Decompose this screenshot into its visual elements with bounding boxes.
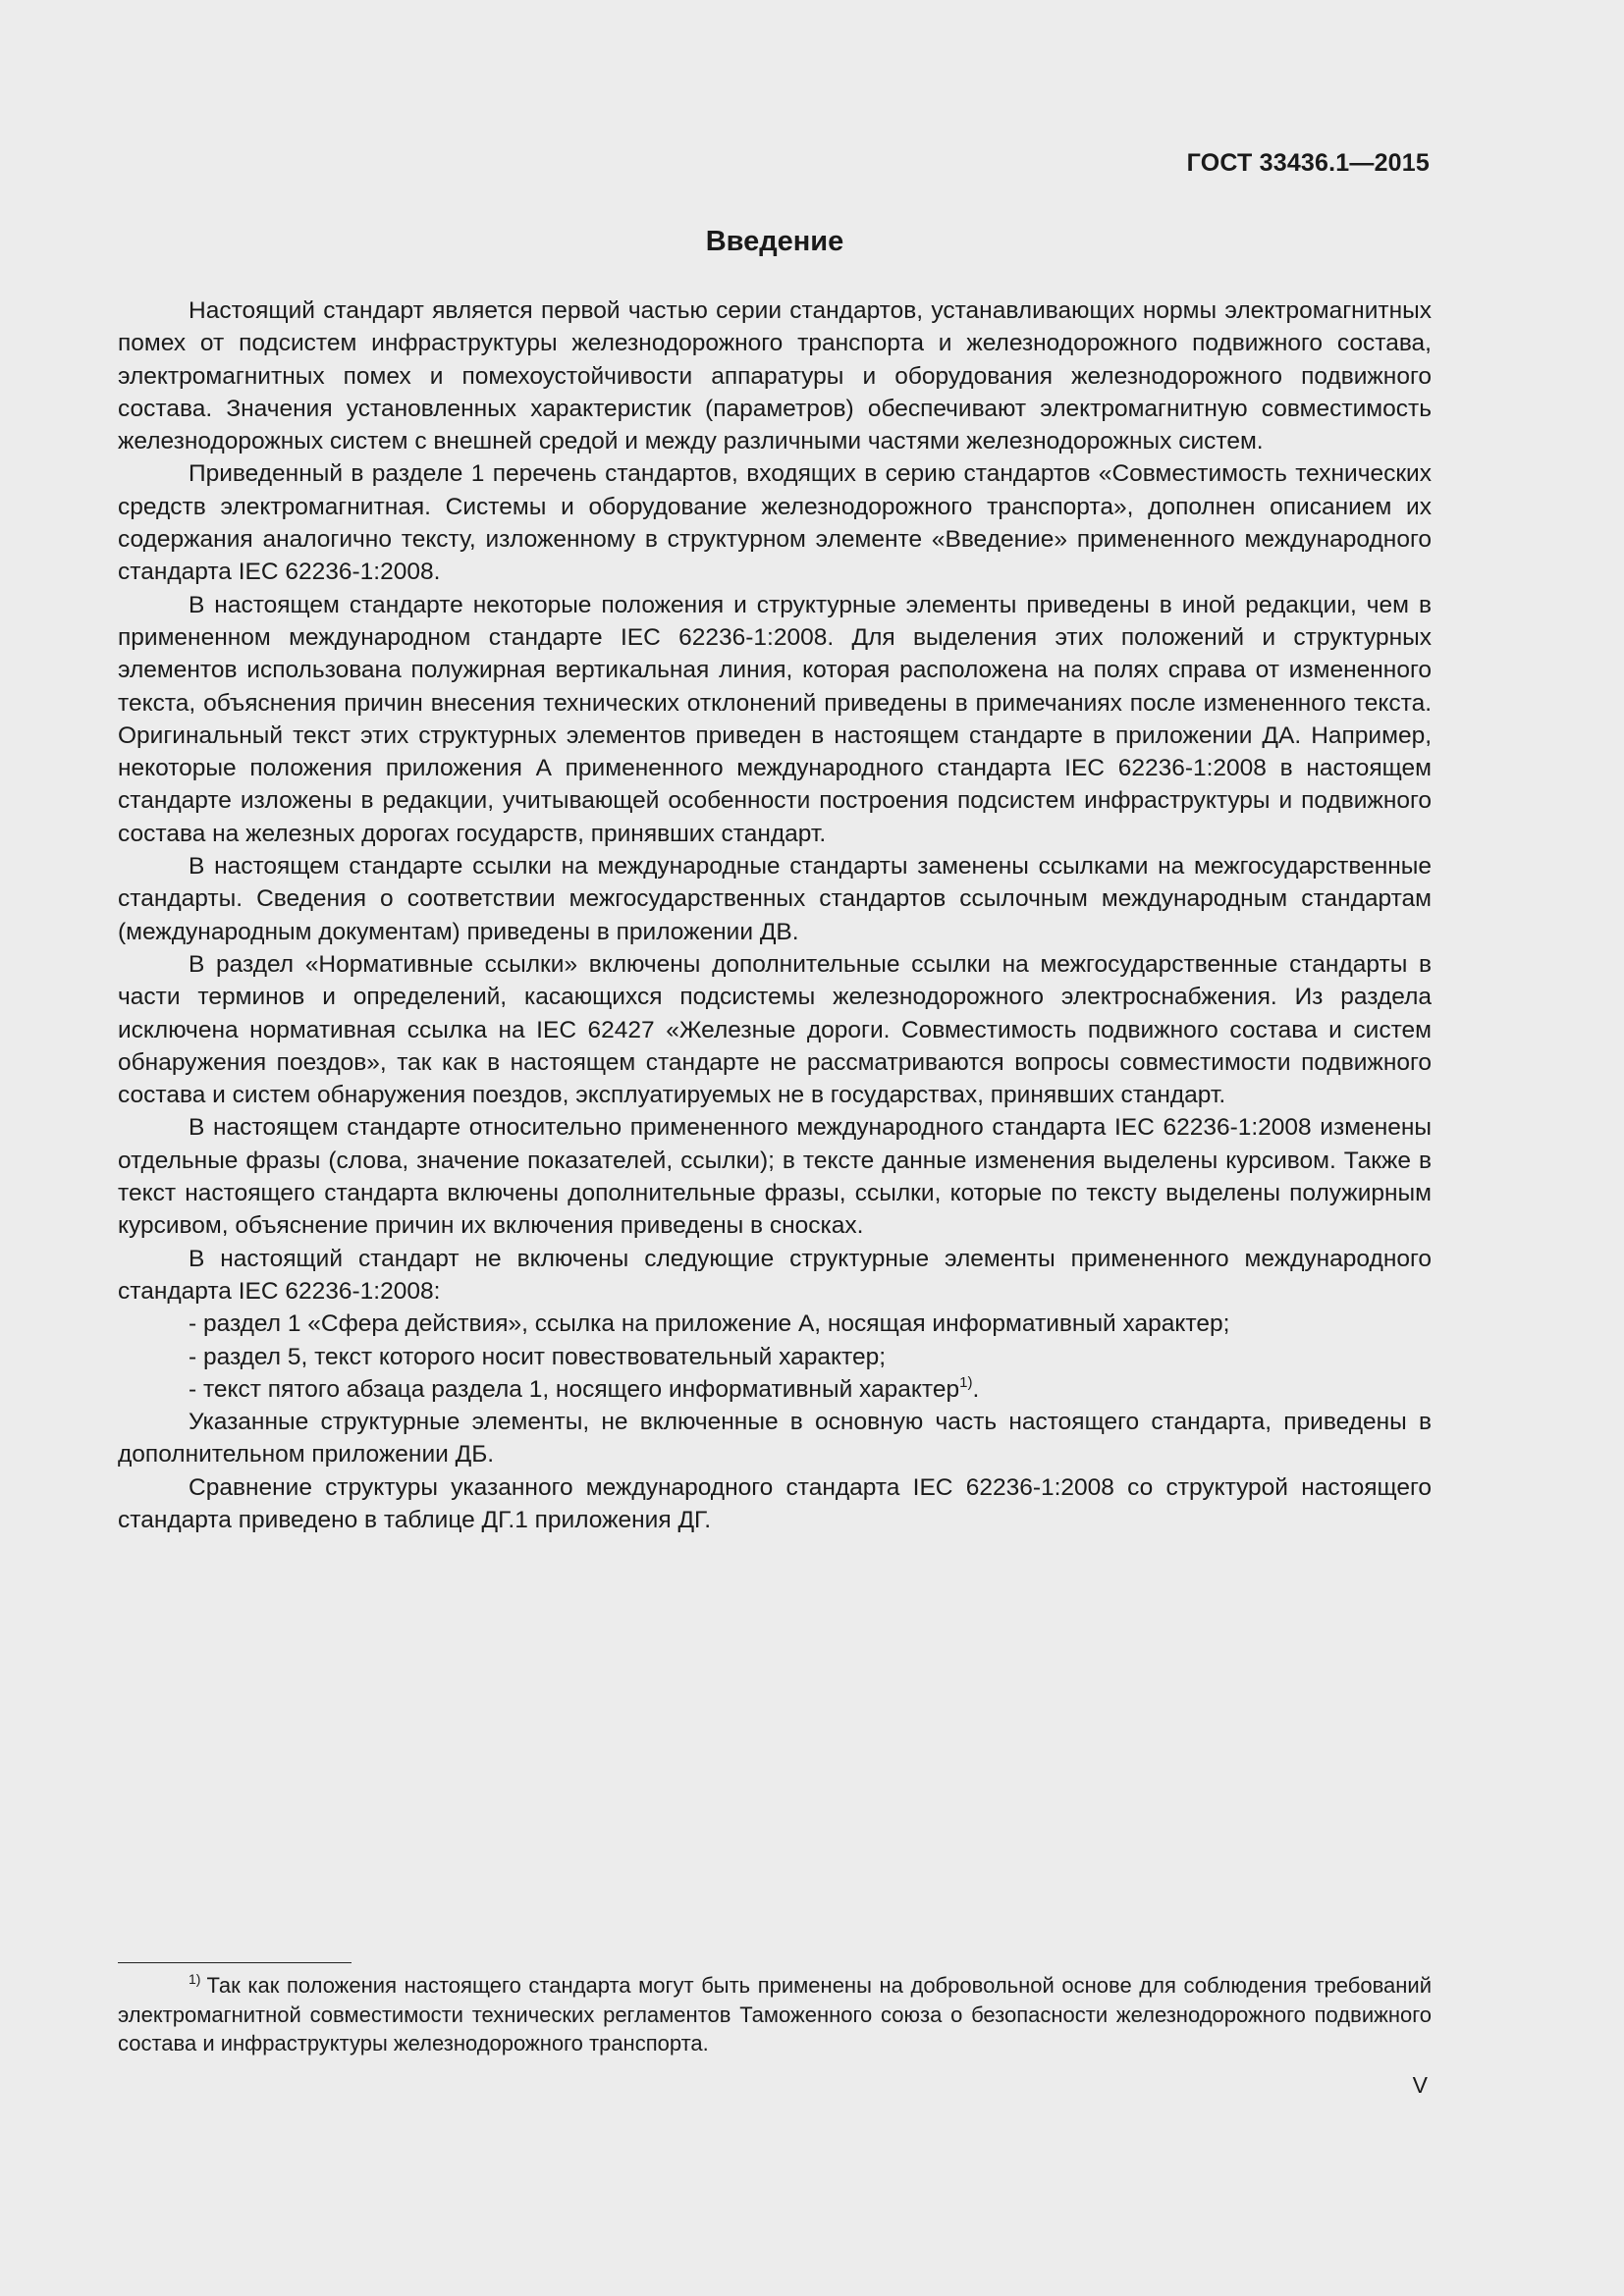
footnote-text: Так как положения настоящего стандарта могут быть применены на добровольной основе для соблюдения требований электромагнитной совместимости технических регламентов Таможенного союза о безопасности железнодорожного подвижного состава и инфраструктуры железнодорожного транспорта.: [118, 1973, 1432, 2056]
list-item-3-suffix: .: [972, 1375, 980, 1403]
paragraph-9: Сравнение структуры указанного международного стандарта IEC 62236-1:2008 со структурой настоящего стандарта приведено в таблице ДГ.1 приложения ДГ.: [118, 1473, 1432, 1533]
paragraph-3: В настоящем стандарте некоторые положения и структурные элементы приведены в иной редакции, чем в примененном международном стандарте IEC 62236-1:2008. Для выделения этих положений и структурных элементов использована полужирная вертикальная линия, которая расположена на полях справа от измененного текста, объяснения причин внесения технических отклонений приведены в примечаниях после измененного текста. Оригинальный текст этих структурных элементов приведен в настоящем стандарте в приложении ДА. Например, некоторые положения приложения А примененного международного стандарта IEC 62236-1:2008 в настоящем стандарте изложены в редакции, учитывающей особенности построения подсистем инфраструктуры и подвижного состава на железных дорогах государств, принявших стандарт.: [118, 591, 1432, 847]
paragraph-4: В настоящем стандарте ссылки на международные стандарты заменены ссылками на межгосударственные стандарты. Сведения о соответствии межгосударственных стандартов ссылочным международным стандартам (международным документам) приведены в приложении ДВ.: [118, 853, 1432, 945]
page-number: V: [1412, 2072, 1428, 2098]
footnote-marker: 1): [189, 1971, 201, 1987]
list-item-1: - раздел 1 «Сфера действия», ссылка на приложение А, носящая информативный характер;: [189, 1310, 1230, 1338]
footnote-reference[interactable]: 1): [959, 1373, 973, 1391]
footnote: [118, 1971, 1432, 2058]
paragraph-5: В раздел «Нормативные ссылки» включены дополнительные ссылки на межгосударственные стандарты в части терминов и определений, касающихся подсистемы железнодорожного электроснабжения. Из раздела исключена нормативная ссылка на IEC 62427 «Железные дороги. Совместимость подвижного состава и систем обнаружения поездов», так как в настоящем стандарте не рассматриваются вопросы совместимости подвижного состава и систем обнаружения поездов, эксплуатируемых не в государствах, принявших стандарт.: [118, 950, 1432, 1109]
list-item-2: - раздел 5, текст которого носит повествовательный характер;: [189, 1343, 887, 1370]
footnote-divider: [118, 1962, 352, 1963]
list-item-3: [118, 1373, 1432, 1406]
paragraph-1: Настоящий стандарт является первой частью серии стандартов, устанавливающих нормы электромагнитных помех от подсистем инфраструктуры железнодорожного транспорта и железнодорожного подвижного состава, электромагнитных помех и помехоустойчивости аппаратуры и оборудования железнодорожного подвижного состава. Значения установленных характеристик (параметров) обеспечивают электромагнитную совместимость железнодорожных систем с внешней средой и между различными частями железнодорожных систем.: [118, 297, 1432, 455]
paragraph-6: В настоящем стандарте относительно примененного международного стандарта IEC 62236-1:2008 изменены отдельные фразы (слова, значение показателей, ссылки); в тексте данные изменения выделены курсивом. Также в текст настоящего стандарта включены дополнительные фразы, ссылки, которые по тексту выделены полужирным курсивом, объяснение причин их включения приведены в сносках.: [118, 1114, 1432, 1240]
paragraph-7: В настоящий стандарт не включены следующие структурные элементы примененного международного стандарта IEC 62236-1:2008:: [118, 1245, 1432, 1305]
document-code: ГОСТ 33436.1—2015: [1186, 149, 1430, 177]
list-item-3-text: - текст пятого абзаца раздела 1, носящего информативный характер: [189, 1375, 960, 1403]
body-text: [118, 294, 1432, 1536]
paragraph-8: Указанные структурные элементы, не включенные в основную часть настоящего стандарта, приведены в дополнительном приложении ДБ.: [118, 1409, 1432, 1468]
section-title: Введение: [705, 226, 844, 257]
paragraph-2: Приведенный в разделе 1 перечень стандартов, входящих в серию стандартов «Совместимость технических средств электромагнитная. Системы и оборудование железнодорожного транспорта», дополнен описанием их содержания аналогично тексту, изложенному в структурном элементе «Введение» примененного международного стандарта IEC 62236-1:2008.: [118, 460, 1432, 586]
